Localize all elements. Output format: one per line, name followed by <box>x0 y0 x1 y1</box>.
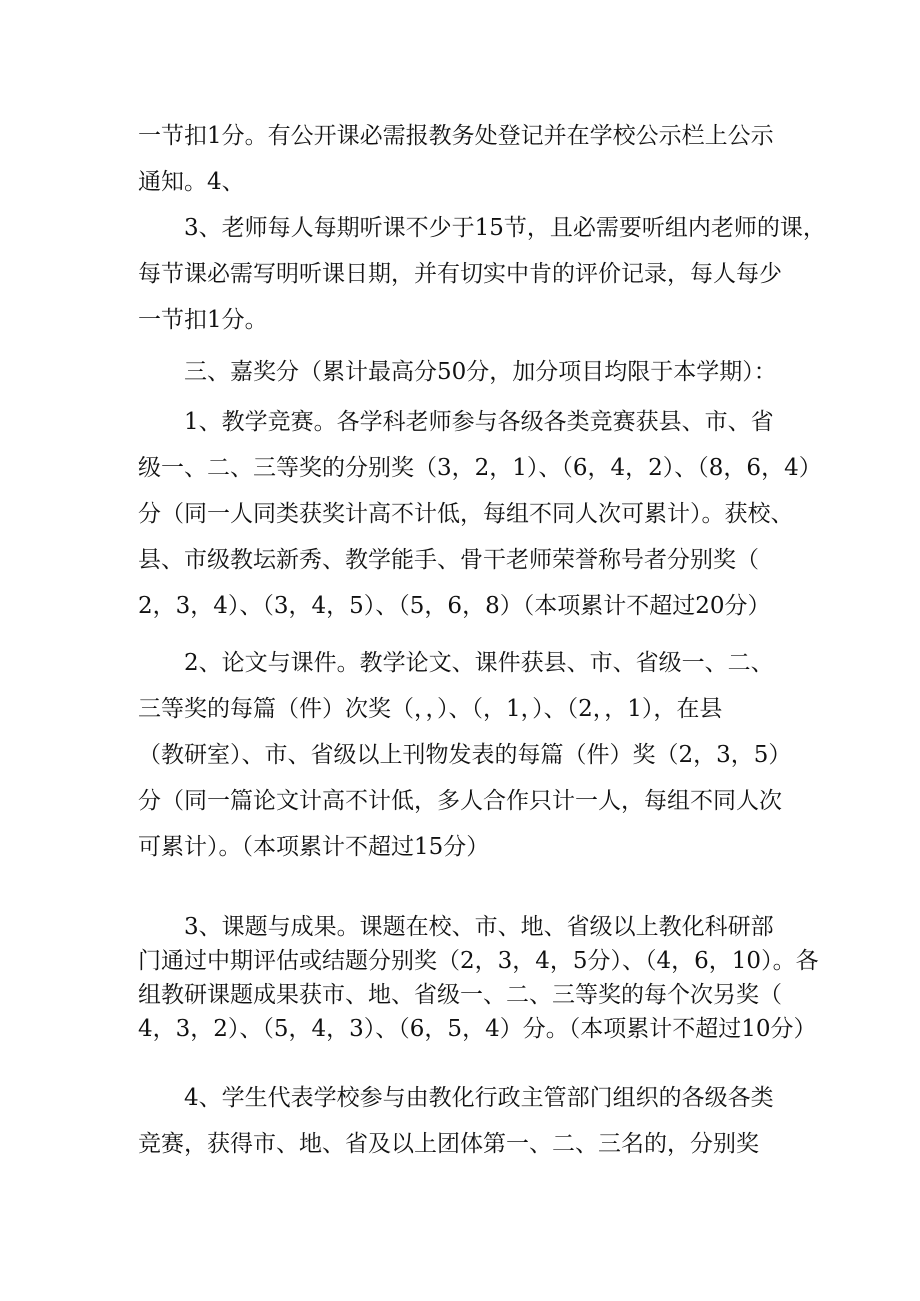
text-line: 4，3，2）、（5，4，3）、（6，5，4）分。（本项累计不超过10分） <box>138 1016 817 1042</box>
text-line: 组教研课题成果获市、地、省级一、二、三等奖的每个次另奖（ <box>138 982 782 1008</box>
paragraph-1 <box>138 113 798 205</box>
text-line: 1、教学竞赛。各学科老师参与各级各类竞赛获县、市、省 <box>184 409 774 435</box>
text-line: 一节扣1分。有公开课必需报教务处登记并在学校公示栏上公示 <box>138 123 774 149</box>
text-line: 分（同一人同类获奖计高不计低，每组不同人次可累计）。获校、 <box>138 501 794 527</box>
paragraph-5 <box>138 640 798 870</box>
text-line: 三等奖的每篇（件）次奖（，，）、（，1，）、（2，，1），在县 <box>138 696 723 722</box>
paragraph-2 <box>138 205 826 343</box>
text-line: 一节扣1分。 <box>138 307 268 333</box>
text-line: 通知。4、 <box>138 169 245 195</box>
text-line: 三、嘉奖分（累计最高分50分，加分项目均限于本学期）： <box>184 359 777 385</box>
text-line: 3、课题与成果。课题在校、市、地、省级以上教化科研部 <box>184 914 774 940</box>
text-line: 2、论文与课件。教学论文、课件获县、市、省级一、二、 <box>184 650 774 676</box>
text-line: 级一、二、三等奖的分别奖（3，2，1）、（6，4，2）、（8，6，4） <box>138 455 822 481</box>
text-line: 每节课必需写明听课日期，并有切实中肯的评价记录，每人每少 <box>138 261 782 287</box>
paragraph-3 <box>138 349 798 395</box>
text-line: 门通过中期评估或结题分别奖（2，3，4，5分）、（4，6，10）。各 <box>138 948 819 974</box>
text-line: （教研室）、市、省级以上刊物发表的每篇（件）奖（2，3，5） <box>138 742 792 768</box>
text-line: 可累计）。（本项累计不超过15分） <box>138 834 490 860</box>
paragraph-6 <box>138 910 819 1046</box>
text-line: 分（同一篇论文计高不计低，多人合作只计一人，每组不同人次 <box>138 788 782 814</box>
text-line: 2，3，4）、（3，4，5）、（5，6，8）（本项累计不超过20分） <box>138 593 771 619</box>
text-line: 县、市级教坛新秀、教学能手、骨干老师荣誉称号者分别奖（ <box>138 547 759 573</box>
text-line: 4、学生代表学校参与由教化行政主管部门组织的各级各类 <box>184 1085 774 1111</box>
text-line: 3、老师每人每期听课不少于15节，且必需要听组内老师的课， <box>184 215 826 241</box>
paragraph-4 <box>138 399 822 629</box>
paragraph-7 <box>138 1075 798 1167</box>
text-line: 竞赛，获得市、地、省及以上团体第一、二、三名的，分别奖 <box>138 1131 759 1157</box>
